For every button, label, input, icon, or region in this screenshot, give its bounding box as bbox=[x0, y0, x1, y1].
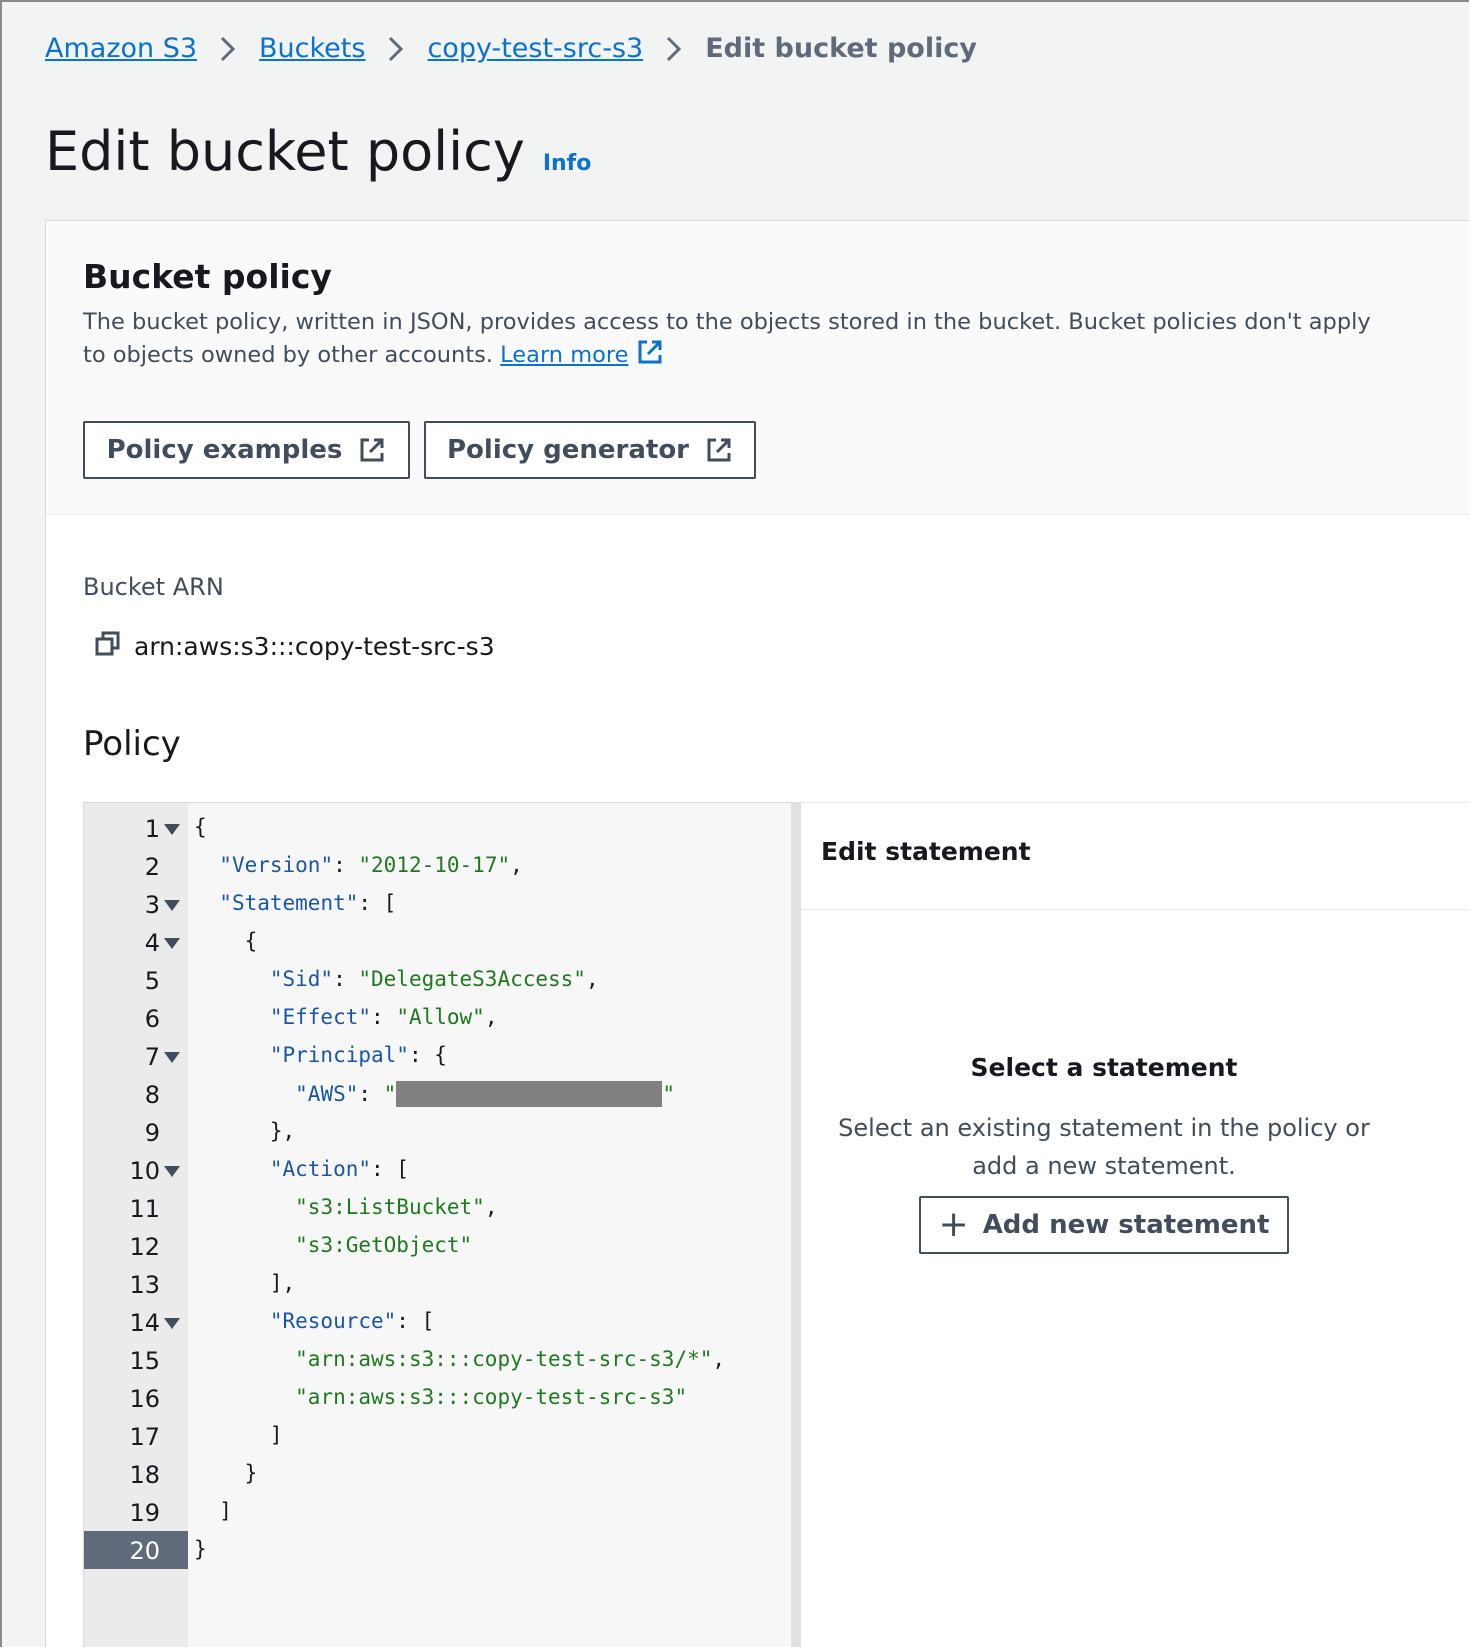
code-text bbox=[194, 1005, 497, 1029]
code-line[interactable] bbox=[84, 999, 792, 1037]
code-text bbox=[194, 1119, 295, 1143]
code-line[interactable] bbox=[84, 1227, 792, 1265]
fold-toggle-icon[interactable] bbox=[164, 900, 180, 911]
external-link-icon[interactable] bbox=[636, 338, 664, 375]
json-punctuation: : [ bbox=[396, 1309, 435, 1333]
json-punctuation: ], bbox=[194, 1271, 296, 1295]
policy-json-editor[interactable] bbox=[83, 802, 793, 1647]
line-number: 16 bbox=[129, 1385, 160, 1413]
bucket-arn-label: Bucket ARN bbox=[83, 573, 224, 601]
json-punctuation: { bbox=[194, 929, 258, 953]
code-text bbox=[194, 1537, 207, 1561]
line-number: 15 bbox=[129, 1347, 160, 1375]
code-text bbox=[194, 815, 207, 839]
code-line[interactable] bbox=[84, 1379, 792, 1417]
line-number: 8 bbox=[144, 1081, 160, 1109]
json-punctuation bbox=[194, 853, 219, 877]
external-link-icon bbox=[705, 436, 733, 464]
edit-statement-panel bbox=[801, 802, 1469, 1647]
json-string: " bbox=[383, 1082, 397, 1106]
json-string: "Allow" bbox=[396, 1005, 485, 1029]
policy-generator-label: Policy generator bbox=[446, 435, 690, 465]
code-line[interactable] bbox=[84, 809, 792, 847]
external-link-icon bbox=[358, 436, 386, 464]
line-number: 9 bbox=[144, 1119, 160, 1147]
json-key: "Principal" bbox=[269, 1043, 409, 1067]
breadcrumb-current: Edit bucket policy bbox=[705, 32, 977, 64]
json-punctuation: , bbox=[712, 1347, 726, 1371]
code-line[interactable] bbox=[84, 1075, 792, 1113]
bucket-arn-row bbox=[94, 629, 495, 663]
json-punctuation: : bbox=[358, 1082, 384, 1106]
code-line[interactable] bbox=[84, 1417, 792, 1455]
fold-toggle-icon[interactable] bbox=[164, 1166, 180, 1177]
json-punctuation: : { bbox=[408, 1043, 447, 1067]
json-punctuation: , bbox=[484, 1005, 498, 1029]
breadcrumb-buckets[interactable]: Buckets bbox=[259, 32, 366, 64]
code-line[interactable] bbox=[84, 1151, 792, 1189]
line-number: 7 bbox=[144, 1043, 160, 1071]
line-number: 5 bbox=[144, 967, 160, 995]
json-punctuation bbox=[194, 1309, 270, 1333]
json-punctuation: : bbox=[333, 853, 359, 877]
line-number: 20 bbox=[129, 1537, 160, 1565]
json-key: "Effect" bbox=[269, 1005, 372, 1029]
code-line[interactable] bbox=[84, 1189, 792, 1227]
empty-state-title: Select a statement bbox=[970, 1053, 1238, 1082]
page-title-row bbox=[45, 120, 591, 183]
code-line[interactable] bbox=[84, 1303, 792, 1341]
breadcrumb-bucket-name[interactable]: copy-test-src-s3 bbox=[427, 32, 644, 64]
json-punctuation: : [ bbox=[358, 891, 397, 915]
line-number: 12 bbox=[129, 1233, 160, 1261]
code-text bbox=[194, 1081, 675, 1107]
json-string: "DelegateS3Access" bbox=[358, 967, 586, 991]
policy-examples-label: Policy examples bbox=[106, 435, 343, 465]
edit-statement-title: Edit statement bbox=[821, 837, 1031, 866]
divider bbox=[801, 909, 1469, 910]
code-text bbox=[194, 891, 396, 915]
code-line[interactable] bbox=[84, 1037, 792, 1075]
json-string: "arn:aws:s3:::copy-test-src-s3/*" bbox=[295, 1347, 713, 1371]
line-number: 2 bbox=[144, 853, 160, 881]
add-new-statement-button[interactable] bbox=[919, 1196, 1289, 1254]
json-key: "Statement" bbox=[219, 891, 359, 915]
code-text bbox=[194, 967, 599, 991]
code-line[interactable] bbox=[84, 1531, 792, 1569]
code-text bbox=[194, 1423, 283, 1447]
line-number: 4 bbox=[144, 929, 160, 957]
code-text bbox=[194, 1309, 434, 1333]
line-number: 6 bbox=[144, 1005, 160, 1033]
line-number: 13 bbox=[129, 1271, 160, 1299]
json-punctuation: , bbox=[585, 967, 599, 991]
code-text bbox=[194, 853, 523, 877]
json-key: "Resource" bbox=[269, 1309, 397, 1333]
line-number: 18 bbox=[129, 1461, 160, 1489]
fold-toggle-icon[interactable] bbox=[164, 824, 180, 835]
json-string: " bbox=[662, 1082, 675, 1106]
copy-icon[interactable] bbox=[94, 629, 122, 663]
code-line[interactable] bbox=[84, 847, 792, 885]
code-line[interactable] bbox=[84, 1265, 792, 1303]
fold-toggle-icon[interactable] bbox=[164, 938, 180, 949]
breadcrumb bbox=[45, 30, 977, 66]
add-new-statement-label: Add new statement bbox=[982, 1210, 1270, 1240]
code-text bbox=[194, 929, 257, 953]
code-text bbox=[194, 1195, 497, 1219]
json-punctuation: , bbox=[484, 1195, 498, 1219]
section-description bbox=[83, 307, 1383, 375]
code-text bbox=[194, 1271, 295, 1295]
json-punctuation: : bbox=[333, 967, 359, 991]
json-punctuation bbox=[194, 1233, 295, 1257]
code-text bbox=[194, 1233, 472, 1257]
line-number: 19 bbox=[129, 1499, 160, 1527]
json-punctuation bbox=[194, 967, 270, 991]
json-punctuation bbox=[194, 1157, 270, 1181]
line-number: 14 bbox=[129, 1309, 160, 1337]
empty-state-description: Select an existing statement in the policy or add a new statement. bbox=[838, 1114, 1370, 1180]
line-number: 10 bbox=[129, 1157, 160, 1185]
code-line[interactable] bbox=[84, 923, 792, 961]
code-line[interactable] bbox=[84, 1493, 792, 1531]
chevron-right-icon bbox=[365, 30, 427, 66]
code-line[interactable] bbox=[84, 1455, 792, 1493]
code-text bbox=[194, 1461, 257, 1485]
redacted-value bbox=[396, 1081, 662, 1107]
json-key: "Action" bbox=[269, 1157, 372, 1181]
json-string: "s3:ListBucket" bbox=[295, 1195, 485, 1219]
json-punctuation bbox=[194, 1347, 295, 1371]
json-punctuation: : bbox=[371, 1005, 397, 1029]
line-number: 17 bbox=[129, 1423, 160, 1451]
panel-resize-handle[interactable] bbox=[791, 802, 801, 1647]
bucket-policy-container bbox=[45, 220, 1469, 1647]
line-number: 3 bbox=[144, 891, 160, 919]
json-punctuation: : [ bbox=[371, 1157, 409, 1181]
code-text bbox=[194, 1043, 447, 1067]
code-line[interactable] bbox=[84, 885, 792, 923]
json-punctuation bbox=[194, 891, 219, 915]
json-punctuation: , bbox=[510, 853, 523, 877]
json-key: "Sid" bbox=[269, 967, 334, 991]
bucket-arn-value: arn:aws:s3:::copy-test-src-s3 bbox=[134, 631, 495, 661]
json-key: "Version" bbox=[219, 853, 334, 877]
learn-more-link[interactable] bbox=[500, 342, 628, 368]
learn-more-label: Learn more bbox=[500, 342, 629, 368]
code-text bbox=[194, 1499, 232, 1523]
chevron-right-icon bbox=[643, 30, 705, 66]
section-title: Bucket policy bbox=[83, 257, 332, 296]
json-string: "s3:GetObject" bbox=[295, 1233, 473, 1257]
json-string: "arn:aws:s3:::copy-test-src-s3" bbox=[295, 1385, 688, 1409]
code-line[interactable] bbox=[84, 961, 792, 999]
page-title: Edit bucket policy bbox=[45, 120, 525, 183]
line-number: 1 bbox=[144, 815, 160, 843]
line-number: 11 bbox=[129, 1195, 160, 1223]
code-text bbox=[194, 1347, 725, 1371]
fold-toggle-icon[interactable] bbox=[164, 1318, 180, 1329]
code-text bbox=[194, 1157, 409, 1181]
bucket-policy-header bbox=[46, 221, 1469, 515]
breadcrumb-amazon-s3[interactable]: Amazon S3 bbox=[45, 32, 198, 64]
json-punctuation: ] bbox=[194, 1499, 232, 1523]
info-link[interactable]: Info bbox=[542, 151, 592, 176]
fold-toggle-icon[interactable] bbox=[164, 1052, 180, 1063]
code-line[interactable] bbox=[84, 1113, 792, 1151]
policy-generator-button[interactable] bbox=[424, 421, 756, 479]
json-punctuation: ] bbox=[194, 1423, 283, 1447]
code-text bbox=[194, 1385, 687, 1409]
json-punctuation bbox=[194, 1385, 295, 1409]
json-punctuation: { bbox=[194, 815, 207, 839]
policy-label: Policy bbox=[83, 724, 181, 764]
json-string: "2012-10-17" bbox=[358, 853, 511, 877]
json-punctuation bbox=[194, 1043, 270, 1067]
json-punctuation: } bbox=[194, 1461, 258, 1485]
code-line[interactable] bbox=[84, 1341, 792, 1379]
json-punctuation bbox=[194, 1195, 295, 1219]
json-punctuation: } bbox=[194, 1537, 207, 1561]
json-key: "AWS" bbox=[295, 1082, 359, 1106]
policy-examples-button[interactable] bbox=[83, 421, 410, 479]
chevron-right-icon bbox=[197, 30, 259, 66]
json-punctuation bbox=[194, 1082, 295, 1106]
json-punctuation: }, bbox=[194, 1119, 296, 1143]
description-text: The bucket policy, written in JSON, provides access to the objects stored in the bucket. Bucket policies don't apply to objects owned by other accounts. bbox=[83, 309, 1371, 368]
plus-icon: + bbox=[938, 1204, 969, 1245]
json-punctuation bbox=[194, 1005, 270, 1029]
